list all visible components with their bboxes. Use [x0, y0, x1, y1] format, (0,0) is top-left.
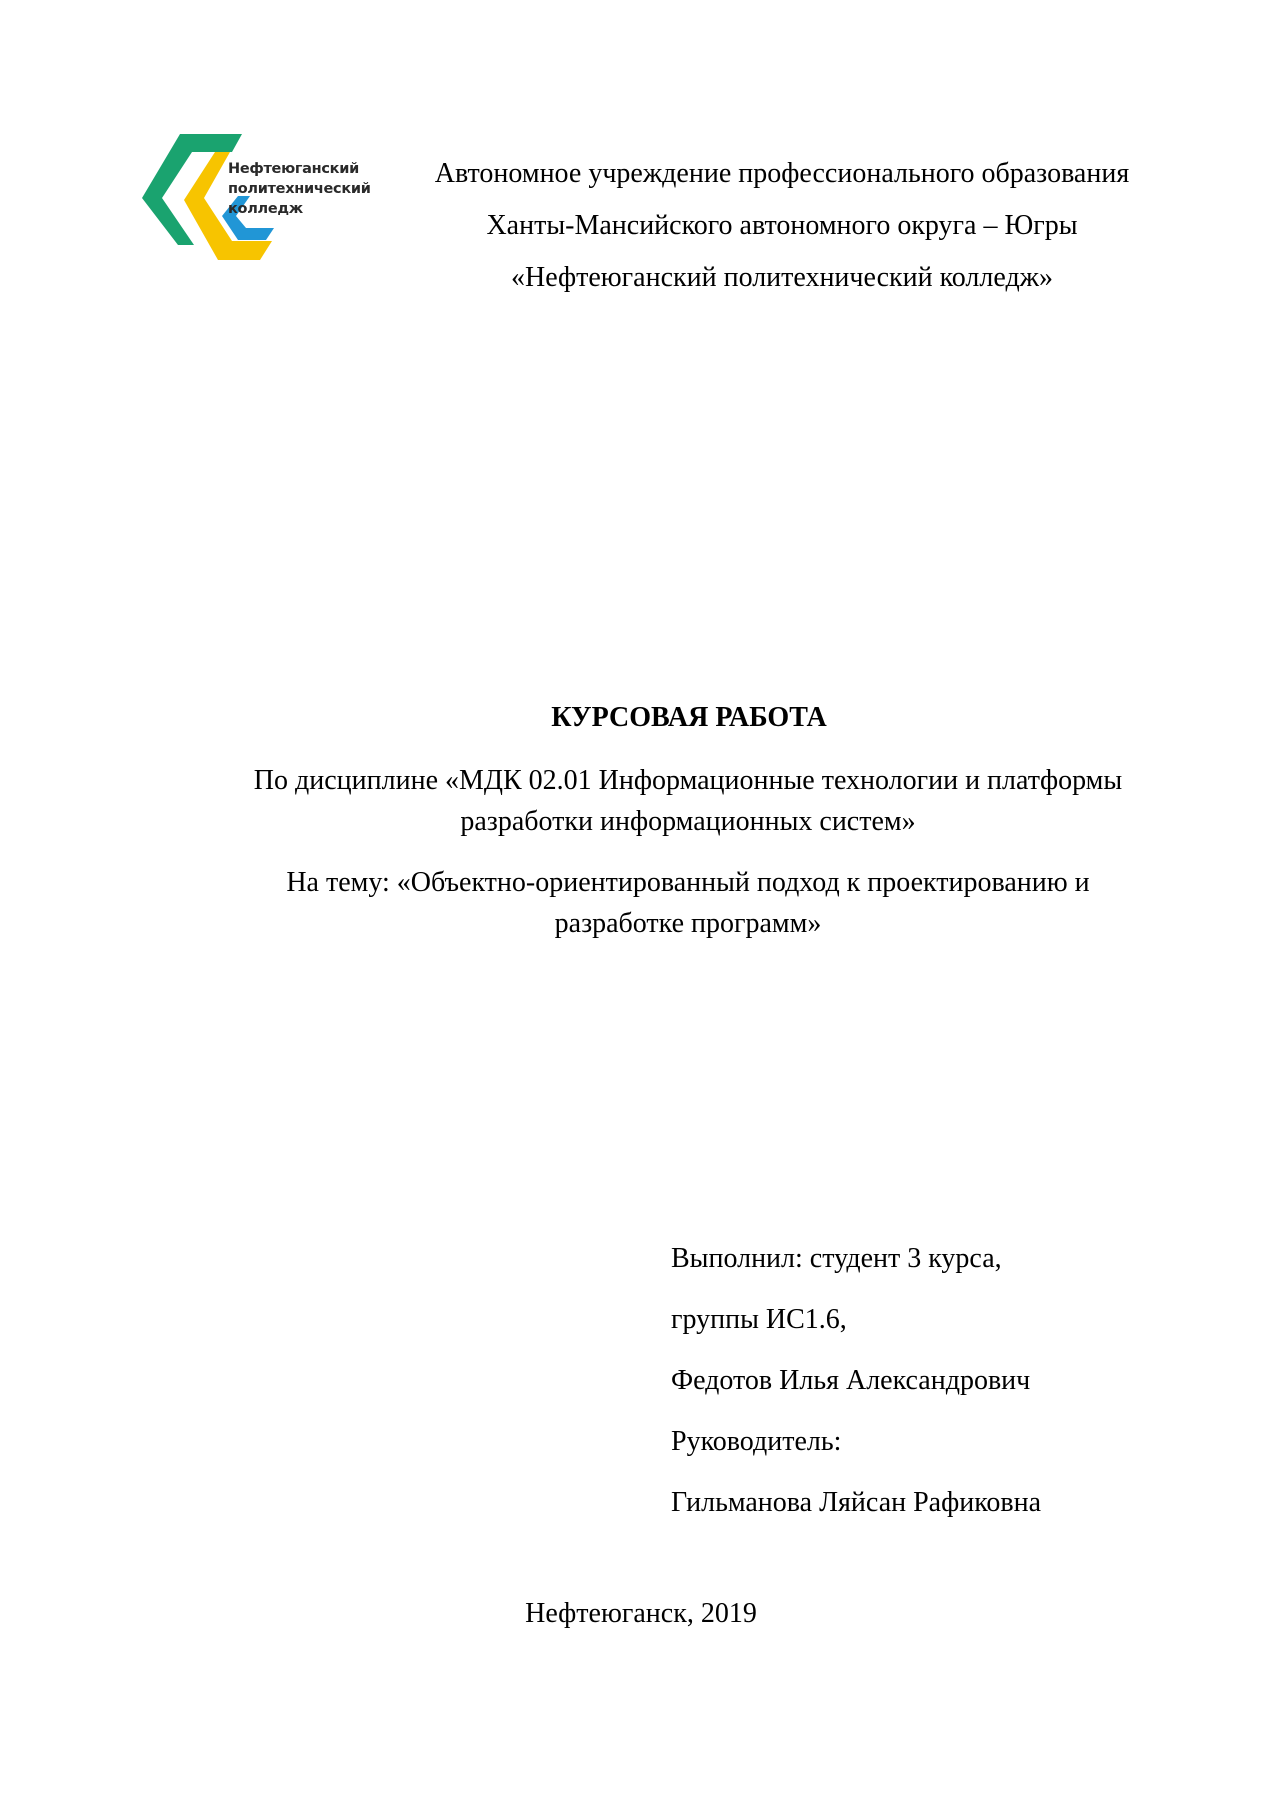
- supervisor-label: Руководитель:: [671, 1426, 842, 1457]
- topic-text: [228, 862, 1148, 944]
- discipline-line2: разработки информационных систем»: [460, 806, 916, 837]
- institution-line2: Ханты-Мансийского автономного округа – Югры: [486, 210, 1078, 241]
- topic-line2: разработке программ»: [554, 908, 822, 939]
- logo-text-line3: колледж: [228, 201, 303, 217]
- supervisor-name: Гильманова Ляйсан Рафиковна: [671, 1487, 1042, 1518]
- student-name: Федотов Илья Александрович: [671, 1365, 1031, 1396]
- logo-text: [228, 159, 371, 219]
- performed-by: Выполнил: студент 3 курса,: [671, 1243, 1002, 1274]
- discipline-text: [208, 760, 1168, 842]
- institution-line1: Автономное учреждение профессионального образования: [434, 158, 1130, 189]
- author-block: [671, 1228, 1041, 1533]
- city-year: Нефтеюганск, 2019: [525, 1598, 757, 1629]
- institution-heading: [392, 148, 1172, 304]
- college-logo: [140, 128, 385, 268]
- institution-line3: «Нефтеюганский политехнический колледж»: [510, 262, 1054, 293]
- logo-text-line1: Нефтеюганский: [228, 161, 359, 177]
- document-title: КУРСОВАЯ РАБОТА: [551, 702, 827, 733]
- logo-text-line2: политехнический: [228, 181, 371, 197]
- student-group: группы ИС1.6,: [671, 1304, 847, 1335]
- topic-line1: На тему: «Объектно-ориентированный подход к проектированию и: [286, 867, 1090, 898]
- discipline-line1: По дисциплине «МДК 02.01 Информационные технологии и платформы: [253, 765, 1123, 796]
